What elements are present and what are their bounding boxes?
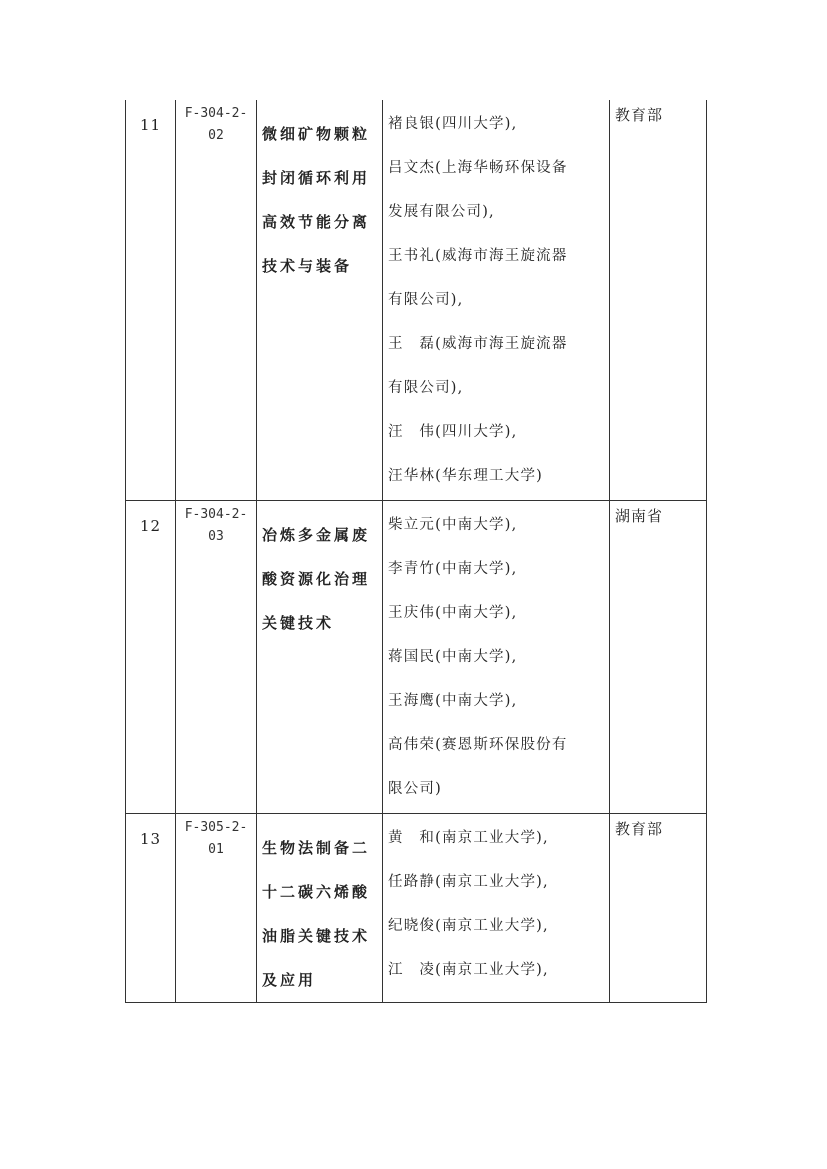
contributor-line: 纪晓俊(南京工业大学),	[388, 918, 549, 934]
project-line: 高效节能分离	[262, 213, 371, 231]
contributor-line: 限公司)	[388, 781, 442, 797]
project-line: 生物法制备二	[262, 839, 371, 857]
contributor-line: 有限公司),	[388, 292, 464, 308]
project-code	[176, 100, 257, 501]
project-code	[176, 814, 257, 1003]
code-line: F-304-2-	[184, 106, 248, 121]
project-code	[176, 501, 257, 814]
contributor-line: 柴立元(中南大学),	[388, 517, 518, 533]
project-line: 微细矿物颗粒	[262, 125, 371, 143]
contributor-line: 黄 和(南京工业大学),	[388, 830, 549, 846]
contributor-line: 任路静(南京工业大学),	[388, 874, 549, 890]
row-number: 13	[126, 814, 176, 1003]
contributor-line: 李青竹(中南大学),	[388, 561, 518, 577]
contributor-line: 吕文杰(上海华畅环保设备	[388, 160, 568, 176]
project-line: 技术与装备	[262, 257, 353, 275]
contributor-line: 褚良银(四川大学),	[388, 116, 518, 132]
contributor-line: 王庆伟(中南大学),	[388, 605, 518, 621]
contributors	[383, 814, 610, 1003]
code-line: 01	[208, 842, 224, 857]
department: 教育部	[610, 100, 707, 501]
contributors	[383, 100, 610, 501]
code-line: F-304-2-	[184, 507, 248, 522]
project-line: 油脂关键技术	[262, 927, 371, 945]
award-table	[125, 100, 707, 1003]
table-row	[126, 100, 707, 501]
project-name	[257, 814, 383, 1003]
project-name	[257, 100, 383, 501]
contributor-line: 汪 伟(四川大学),	[388, 424, 518, 440]
code-line: 02	[208, 128, 224, 143]
project-line: 封闭循环利用	[262, 169, 371, 187]
project-line: 酸资源化治理	[262, 570, 371, 588]
project-line: 十二碳六烯酸	[262, 883, 371, 901]
department: 教育部	[610, 814, 707, 1003]
project-line: 及应用	[262, 971, 317, 989]
table-row	[126, 814, 707, 1003]
code-line: F-305-2-	[184, 820, 248, 835]
project-line: 冶炼多金属废	[262, 526, 371, 544]
contributor-line: 王书礼(威海市海王旋流器	[388, 248, 568, 264]
contributor-line: 王海鹰(中南大学),	[388, 693, 518, 709]
department: 湖南省	[610, 501, 707, 814]
contributor-line: 有限公司),	[388, 380, 464, 396]
contributor-line: 高伟荣(赛恩斯环保股份有	[388, 737, 568, 753]
table-row	[126, 501, 707, 814]
contributor-line: 江 凌(南京工业大学),	[388, 962, 549, 978]
project-line: 关键技术	[262, 614, 335, 632]
contributor-line: 蒋国民(中南大学),	[388, 649, 518, 665]
project-name	[257, 501, 383, 814]
code-line: 03	[208, 529, 224, 544]
contributors	[383, 501, 610, 814]
contributor-line: 王 磊(威海市海王旋流器	[388, 336, 568, 352]
row-number: 12	[126, 501, 176, 814]
row-number: 11	[126, 100, 176, 501]
contributor-line: 汪华林(华东理工大学)	[388, 468, 544, 484]
contributor-line: 发展有限公司),	[388, 204, 495, 220]
